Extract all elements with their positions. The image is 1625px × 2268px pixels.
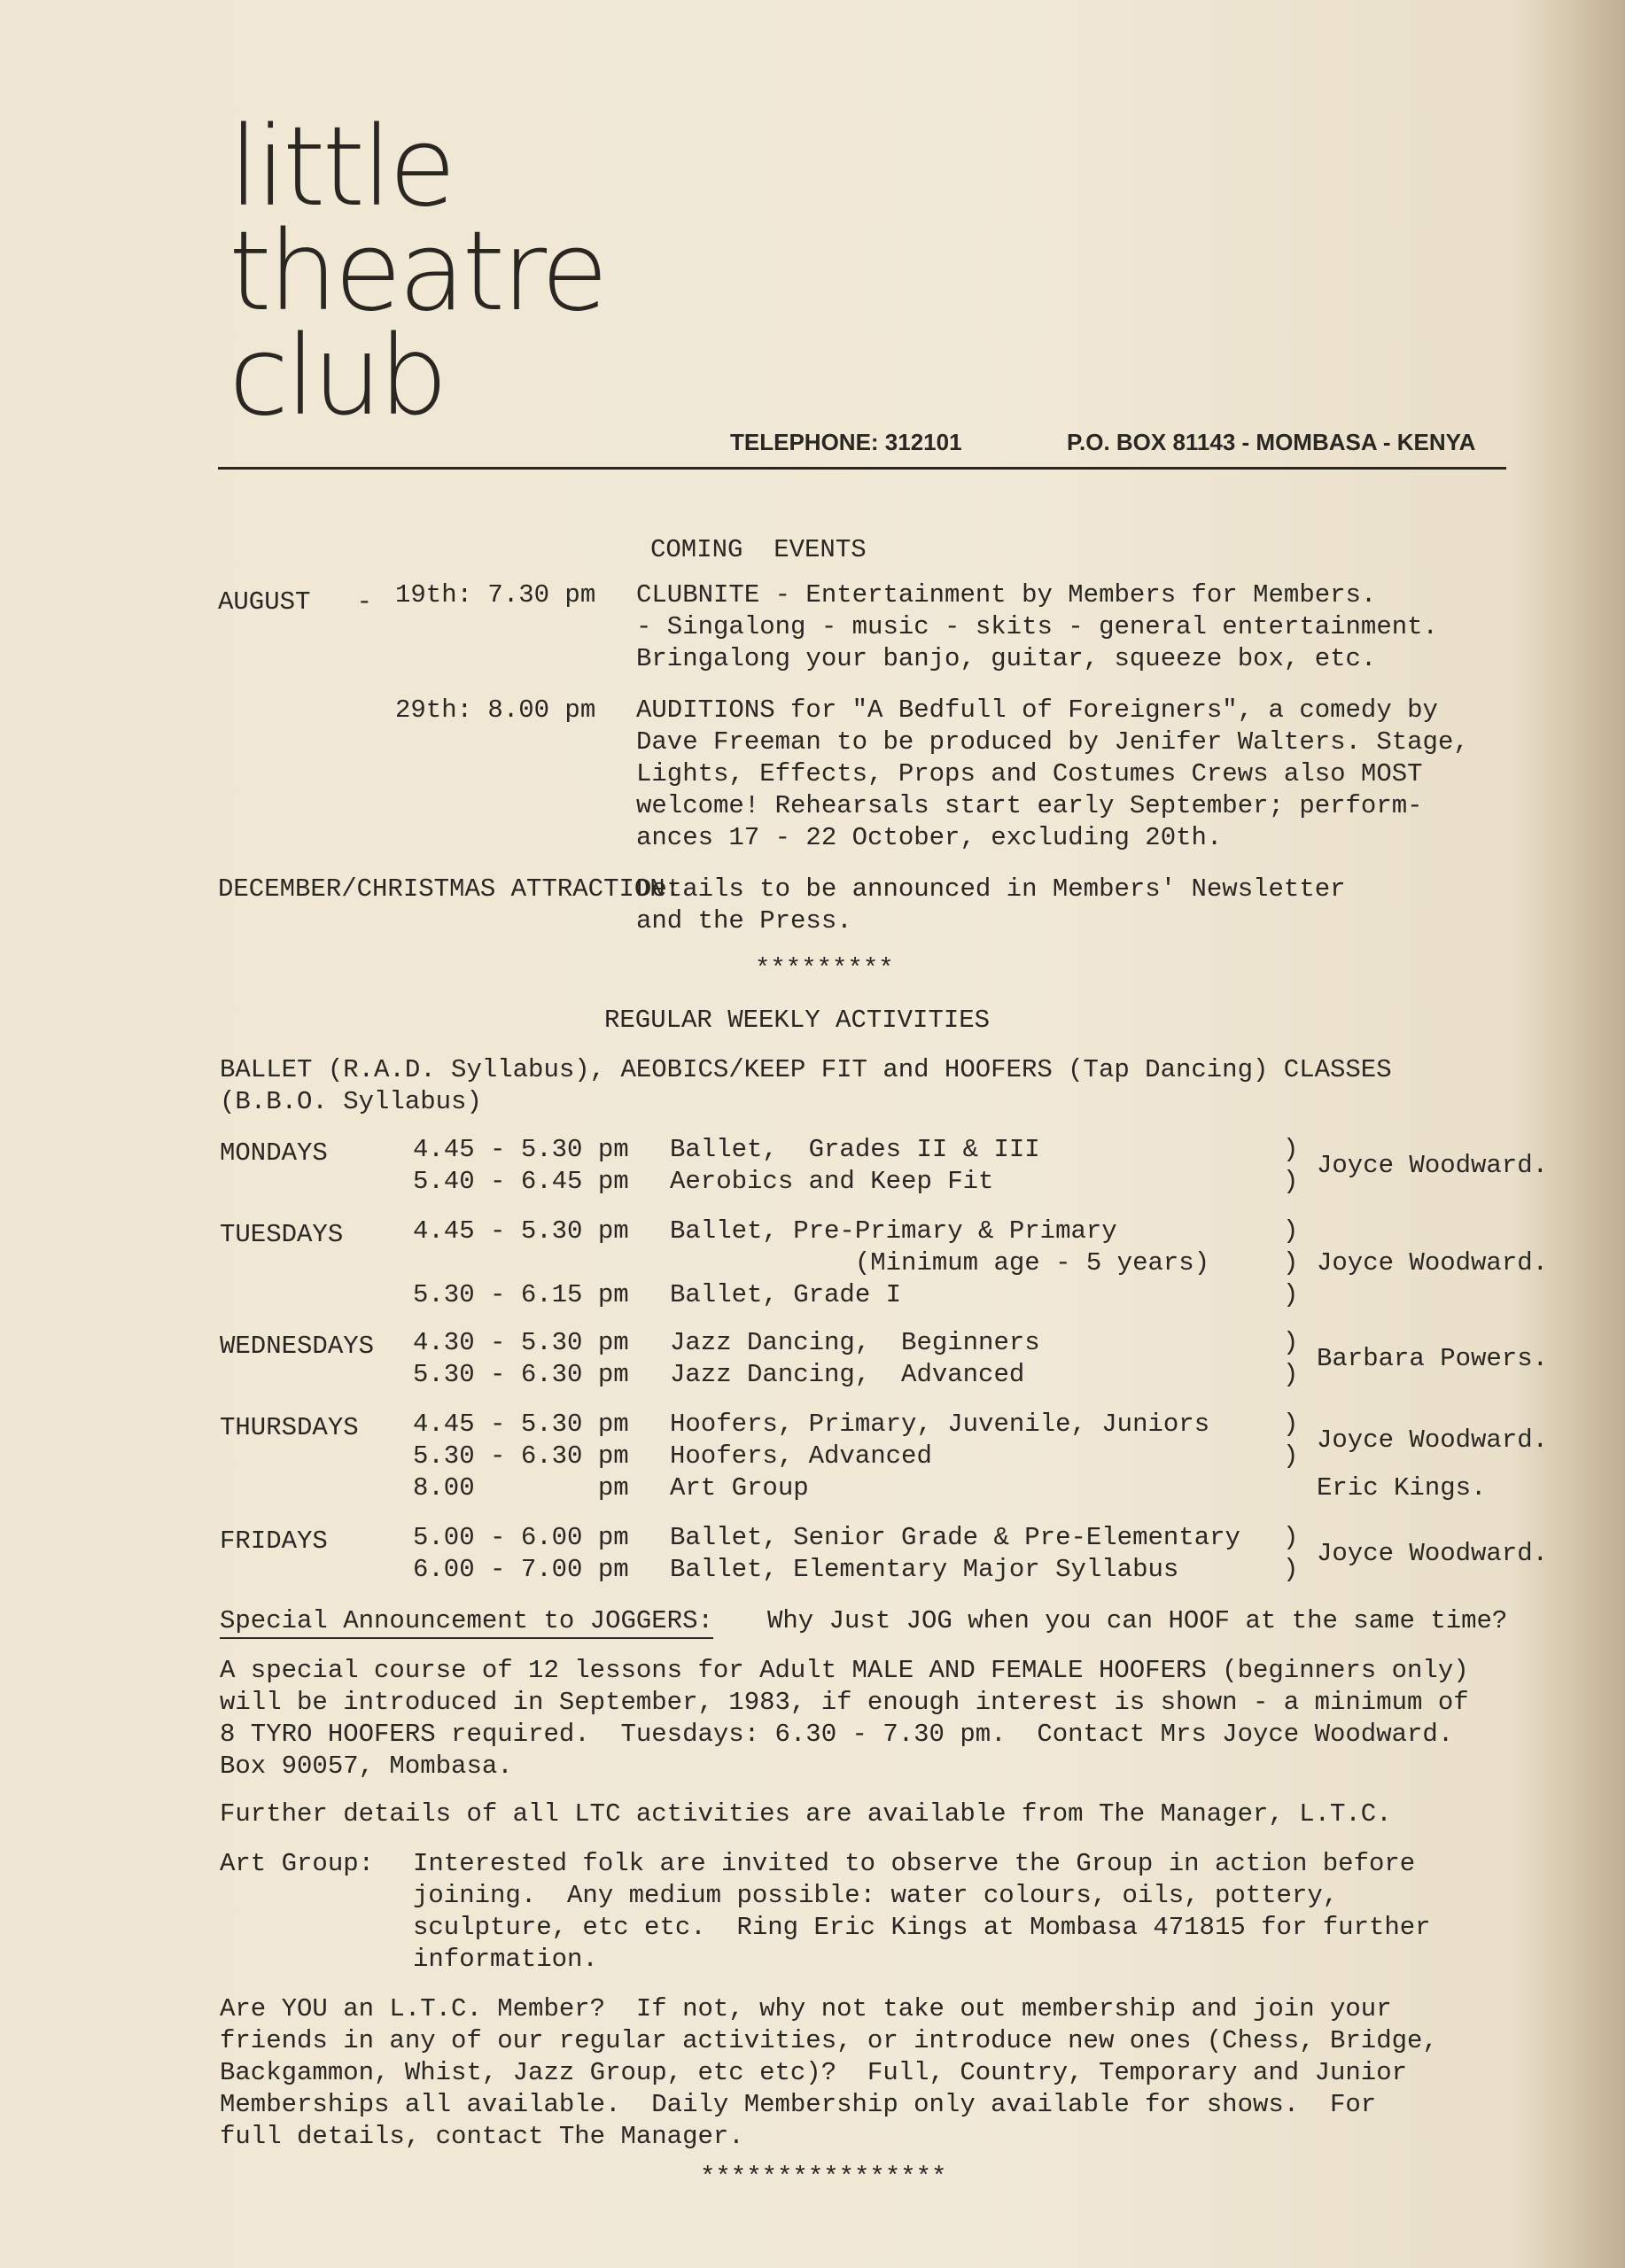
- paragraph-line: Interested folk are invited to observe the Group in action before: [413, 1849, 1416, 1878]
- event1-line: CLUBNITE - Entertainment by Members for Members.: [636, 580, 1377, 610]
- class-time: 5.00 - 6.00 pm: [413, 1523, 629, 1552]
- teacher-name: Joyce Woodward.: [1317, 1151, 1549, 1180]
- logo-line-little: little: [229, 104, 453, 231]
- bracket: ): [1283, 1280, 1299, 1309]
- class-time: 5.30 - 6.15 pm: [413, 1280, 629, 1309]
- class-time: 4.45 - 5.30 pm: [413, 1216, 629, 1246]
- section-divider-stars: *********: [755, 954, 894, 983]
- paragraph-line: Memberships all available. Daily Membership only available for shows. For: [220, 2090, 1377, 2119]
- class-time: 4.45 - 5.30 pm: [413, 1410, 629, 1439]
- logo-line-club: club: [229, 313, 445, 440]
- august-label: AUGUST -: [218, 587, 373, 617]
- further-details: Further details of all LTC activities are available from The Manager, L.T.C.: [220, 1799, 1392, 1829]
- paragraph-line: will be introduced in September, 1983, if enough interest is shown - a minimum of: [220, 1688, 1469, 1717]
- event2-line: welcome! Rehearsals start early September; perform-: [636, 791, 1423, 820]
- bracket: ): [1283, 1360, 1299, 1389]
- class-activity: Ballet, Grade I: [670, 1280, 902, 1309]
- event1-line: Bringalong your banjo, guitar, squeeze box, etc.: [636, 644, 1377, 673]
- day-label-fridays: FRIDAYS: [220, 1526, 328, 1556]
- joggers-announcement-label: Special Announcement to JOGGERS:: [220, 1605, 713, 1639]
- po-box-address: P.O. BOX 81143 - MOMBASA - KENYA: [1067, 429, 1476, 455]
- club-logo: [229, 104, 618, 470]
- bracket: ): [1283, 1216, 1299, 1246]
- paragraph-line: sculpture, etc etc. Ring Eric Kings at Mombasa 471815 for further: [413, 1913, 1431, 1942]
- class-activity: Jazz Dancing, Advanced: [670, 1360, 1025, 1389]
- event2-line: Lights, Effects, Props and Costumes Crews also MOST: [636, 759, 1423, 788]
- joggers-paragraph: [220, 1655, 1469, 1783]
- classes-intro-line: (B.B.O. Syllabus): [220, 1087, 482, 1116]
- coming-events-heading: COMING EVENTS: [650, 535, 867, 564]
- bracket: ): [1283, 1167, 1299, 1196]
- day-label-thursdays: THURSDAYS: [220, 1413, 359, 1442]
- header-rule: [218, 467, 1506, 470]
- paragraph-line: A special course of 12 lessons for Adult MALE AND FEMALE HOOFERS (beginners only): [220, 1656, 1469, 1685]
- december-line: and the Press.: [636, 906, 852, 936]
- event2-line: Dave Freeman to be produced by Jenifer Walters. Stage,: [636, 727, 1469, 757]
- event2-line: ances 17 - 22 October, excluding 20th.: [636, 823, 1223, 852]
- class-activity: (Minimum age - 5 years): [670, 1248, 1210, 1278]
- teacher-name: Joyce Woodward.: [1317, 1539, 1549, 1568]
- event1-description: [636, 579, 1438, 675]
- event1-time: 19th: 7.30 pm: [395, 580, 596, 610]
- event1-line: - Singalong - music - skits - general entertainment.: [636, 612, 1438, 641]
- bracket: ): [1283, 1523, 1299, 1552]
- bracket: ): [1283, 1328, 1299, 1357]
- telephone: TELEPHONE: 312101: [730, 429, 962, 455]
- art-group-paragraph: [413, 1848, 1431, 1976]
- day-label-tuesdays: TUESDAYS: [220, 1220, 344, 1249]
- logo-line-theatre: theatre: [229, 208, 605, 336]
- class-time: 5.30 - 6.30 pm: [413, 1360, 629, 1389]
- bracket: ): [1283, 1410, 1299, 1439]
- teacher-name: Eric Kings.: [1317, 1473, 1487, 1503]
- class-activity: Ballet, Pre-Primary & Primary: [670, 1216, 1117, 1246]
- class-activity: Ballet, Senior Grade & Pre-Elementary: [670, 1523, 1240, 1552]
- bracket: ): [1283, 1441, 1299, 1471]
- event2-description: [636, 695, 1469, 854]
- class-activity: Ballet, Grades II & III: [670, 1135, 1040, 1164]
- class-activity: Ballet, Elementary Major Syllabus: [670, 1555, 1179, 1584]
- december-description: [636, 874, 1346, 937]
- art-group-label: Art Group:: [220, 1849, 375, 1878]
- paragraph-line: friends in any of our regular activities, or introduce new ones (Chess, Bridge,: [220, 2026, 1438, 2055]
- class-activity: Art Group: [670, 1473, 809, 1503]
- bracket: ): [1283, 1248, 1299, 1278]
- paragraph-line: 8 TYRO HOOFERS required. Tuesdays: 6.30 - 7.30 pm. Contact Mrs Joyce Woodward.: [220, 1720, 1454, 1749]
- classes-intro-line: BALLET (R.A.D. Syllabus), AEOBICS/KEEP FIT and HOOFERS (Tap Dancing) CLASSES: [220, 1055, 1392, 1084]
- footer-divider-stars: ****************: [700, 2163, 947, 2192]
- class-time: 5.40 - 6.45 pm: [413, 1167, 629, 1196]
- paragraph-line: full details, contact The Manager.: [220, 2122, 744, 2151]
- paragraph-line: information.: [413, 1945, 598, 1974]
- paragraph-line: Are YOU an L.T.C. Member? If not, why not take out membership and join your: [220, 1994, 1392, 2023]
- december-line: Details to be announced in Members' Newsletter: [636, 874, 1346, 904]
- event2-line: AUDITIONS for "A Bedfull of Foreigners", a comedy by: [636, 695, 1438, 725]
- teacher-name: Joyce Woodward.: [1317, 1425, 1549, 1455]
- day-label-wednesdays: WEDNESDAYS: [220, 1332, 375, 1361]
- joggers-question: Why Just JOG when you can HOOF at the same time?: [767, 1606, 1508, 1635]
- class-time: 5.30 - 6.30 pm: [413, 1441, 629, 1471]
- class-time: 4.45 - 5.30 pm: [413, 1135, 629, 1164]
- class-activity: Aerobics and Keep Fit: [670, 1167, 994, 1196]
- paragraph-line: joining. Any medium possible: water colours, oils, pottery,: [413, 1881, 1339, 1910]
- membership-paragraph: [220, 1993, 1438, 2153]
- class-time: 4.30 - 5.30 pm: [413, 1328, 629, 1357]
- class-time: 8.00 pm: [413, 1473, 629, 1503]
- bracket: ): [1283, 1135, 1299, 1164]
- class-time: 6.00 - 7.00 pm: [413, 1555, 629, 1584]
- class-activity: Hoofers, Primary, Juvenile, Juniors: [670, 1410, 1210, 1439]
- bracket: ): [1283, 1555, 1299, 1584]
- december-label: DECEMBER/CHRISTMAS ATTRACTION:: [218, 874, 681, 904]
- teacher-name: Barbara Powers.: [1317, 1344, 1549, 1373]
- paragraph-line: Box 90057, Mombasa.: [220, 1751, 513, 1781]
- event2-time: 29th: 8.00 pm: [395, 695, 596, 725]
- paragraph-line: Backgammon, Whist, Jazz Group, etc etc)? Full, Country, Temporary and Junior: [220, 2058, 1408, 2087]
- class-activity: Hoofers, Advanced: [670, 1441, 932, 1471]
- class-activity: Jazz Dancing, Beginners: [670, 1328, 1040, 1357]
- regular-activities-heading: REGULAR WEEKLY ACTIVITIES: [604, 1006, 991, 1035]
- teacher-name: Joyce Woodward.: [1317, 1248, 1549, 1278]
- day-label-mondays: MONDAYS: [220, 1138, 328, 1168]
